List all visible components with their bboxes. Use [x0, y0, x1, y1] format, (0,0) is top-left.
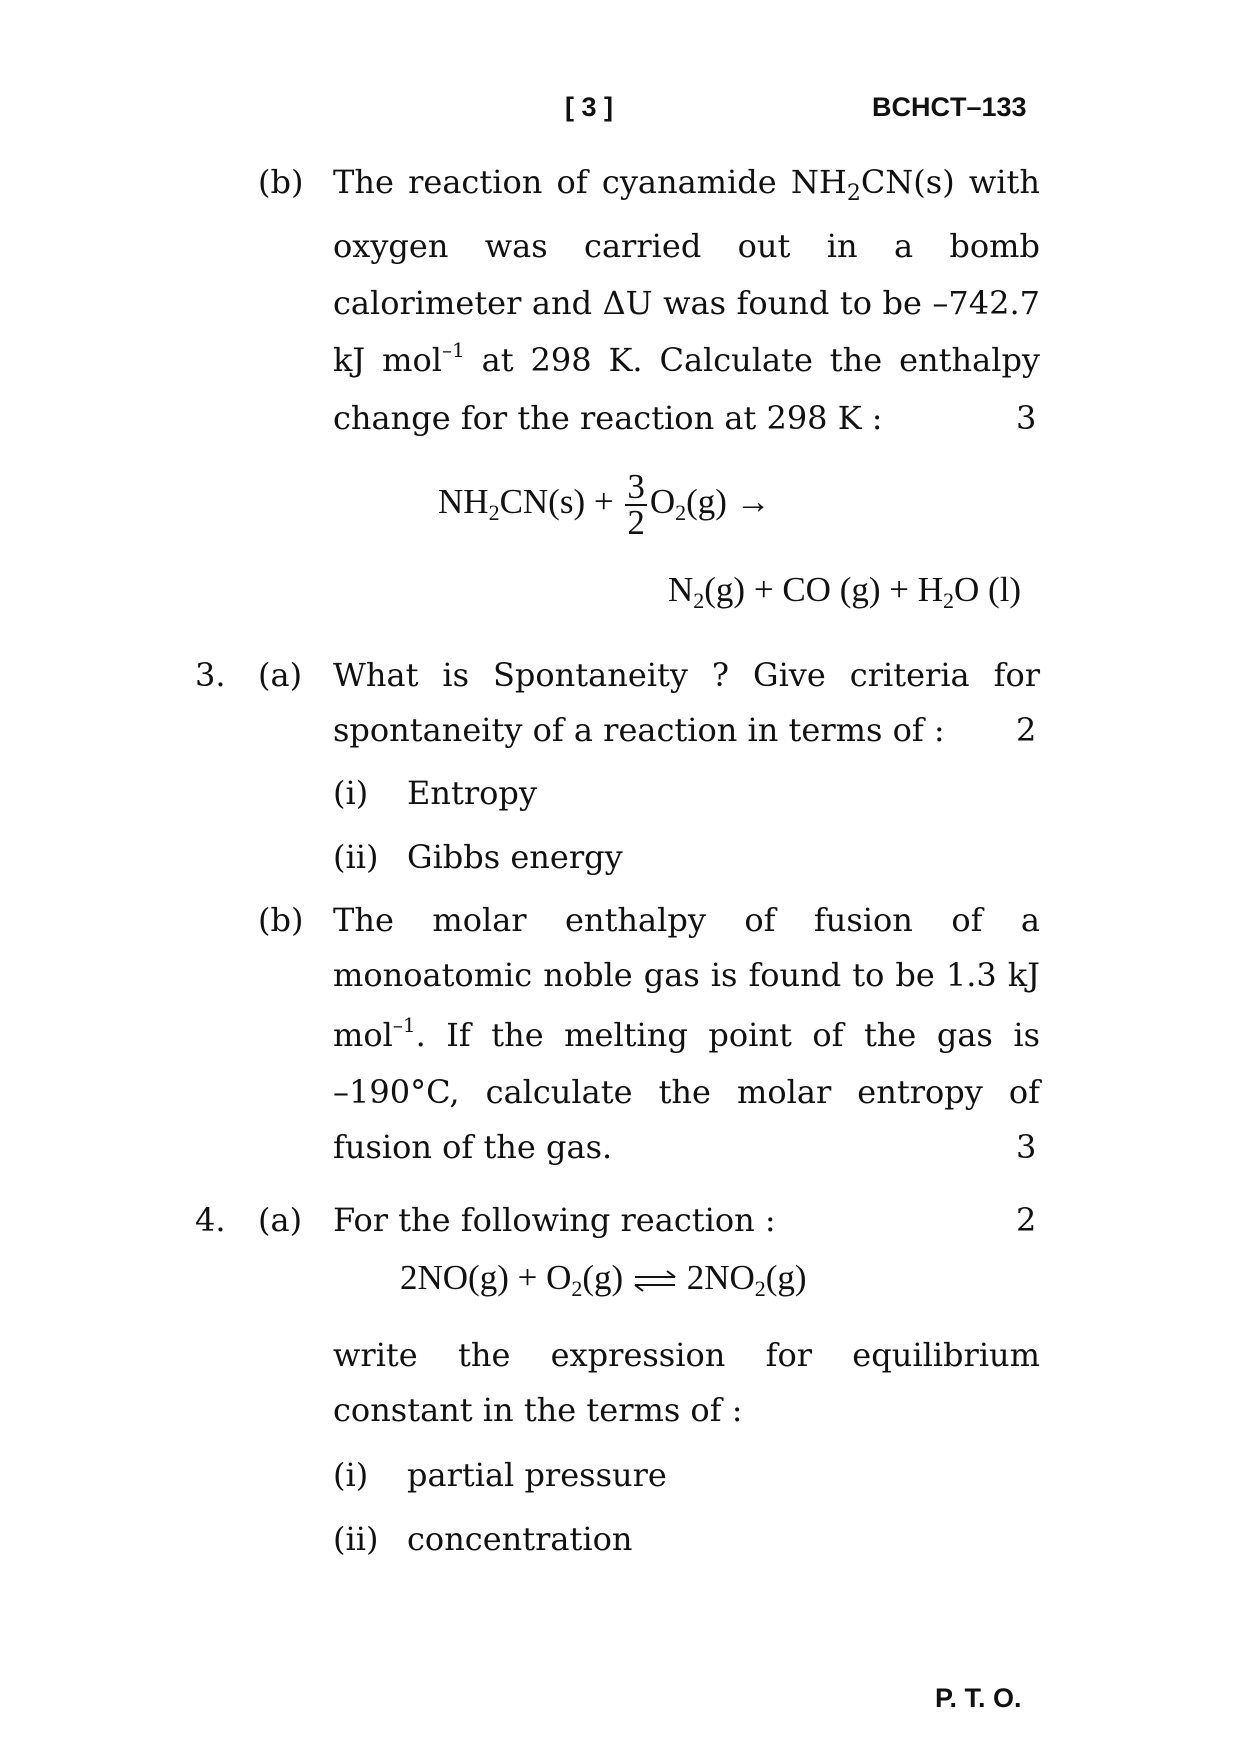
q3b-line4: –190°C, calculate the molar entropy of [333, 1073, 1040, 1111]
q3a-label: (a) [258, 656, 303, 694]
page-number: [ 3 ] [565, 92, 614, 122]
q4a-line3: constant in the terms of : [333, 1391, 743, 1429]
paper-code: BCHCT–133 [872, 92, 1027, 122]
q4a-item-label: (i) [333, 1456, 369, 1494]
pto-label: P. T. O. [935, 1683, 1022, 1713]
equilibrium-arrow-icon [632, 1270, 678, 1292]
q3b-line5: fusion of the gas. [333, 1128, 613, 1166]
q4a-item-text: concentration [407, 1520, 633, 1558]
q3b-label: (b) [258, 901, 304, 939]
q3a-item-text: Entropy [407, 774, 537, 812]
q3b-marks: 3 [1016, 1128, 1037, 1166]
q4a-item-text: partial pressure [407, 1456, 667, 1494]
fraction-three-halves: $\frac{3}{2}$ [627, 467, 645, 542]
q3a-line2: spontaneity of a reaction in terms of : [333, 711, 945, 749]
q3b-line2: monoatomic noble gas is found to be 1.3 kJ [333, 956, 1040, 994]
q2b-equation-line1: $NH_2CN(s)$ + $\frac{3}{2}$ $O_2(g)$ → [438, 467, 771, 542]
q3a-item-text: Gibbs energy [407, 838, 623, 876]
q3a-marks: 2 [1016, 711, 1037, 749]
q2b-line5: change for the reaction at 298 K : [333, 399, 883, 437]
q3a-item-label: (i) [333, 774, 369, 812]
q3-number: 3. [195, 656, 226, 694]
q3b-line1: The molar enthalpy of fusion of a [333, 901, 1040, 939]
q2b-line2: oxygen was carried out in a bomb [333, 227, 1040, 265]
q4a-label: (a) [258, 1201, 303, 1239]
q3a-item-label: (ii) [333, 838, 379, 876]
q2b-label: (b) [258, 163, 304, 201]
q4a-marks: 2 [1016, 1201, 1037, 1239]
q4a-equation: $2NO(g) + O_2(g)$ $2NO_2(g)$ [400, 1258, 807, 1301]
q2b-line3: calorimeter and ΔU was found to be –742.7 [333, 284, 1040, 322]
q3a-line1: What is Spontaneity ? Give criteria for [333, 656, 1040, 694]
q4a-line2: write the expression for equilibrium [333, 1336, 1040, 1374]
q2b-line1: The reaction of cyanamide $NH_2CN(s)$ with [333, 163, 1041, 206]
q2b-line4: kJ mol$^{-1}$ at 298 K. Calculate the enthalpy [333, 338, 1041, 379]
q2b-equation-line2: $N_2(g)$ + CO $(g) + H_2O$ (l) [668, 570, 1022, 613]
q4a-item-label: (ii) [333, 1520, 379, 1558]
q2b-marks: 3 [1016, 399, 1037, 437]
q4a-line1: For the following reaction : [333, 1201, 776, 1239]
q4-number: 4. [195, 1201, 226, 1239]
q3b-line3: mol$^{-1}$. If the melting point of the gas is [333, 1013, 1040, 1054]
